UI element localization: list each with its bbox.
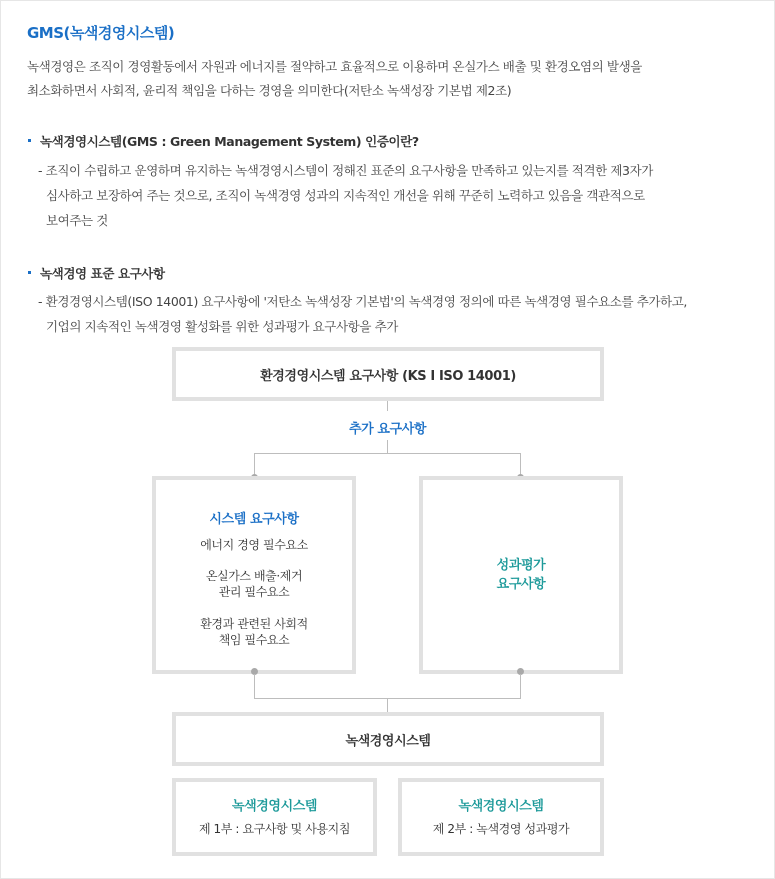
connector-line bbox=[387, 401, 388, 411]
page-title: GMS(녹색경영시스템) bbox=[27, 24, 175, 42]
connector-line bbox=[254, 453, 521, 454]
social-item-line-1: 환경과 관련된 사회적 bbox=[200, 617, 308, 631]
bullet-square-icon bbox=[28, 271, 31, 274]
intro-line-2: 최소화하면서 사회적, 윤리적 책임을 다하는 경영을 의미한다(저탄소 녹색성장 기본법 제2조) bbox=[27, 83, 512, 98]
connector-line bbox=[254, 453, 255, 475]
connector-line bbox=[254, 674, 255, 698]
iso14001-box bbox=[172, 347, 604, 401]
part2-title: 녹색경영시스템 bbox=[458, 799, 544, 814]
gms-box bbox=[172, 712, 604, 766]
part1-subtitle: 제 1부 : 요구사항 및 사용지침 bbox=[198, 822, 351, 836]
system-requirements-box bbox=[152, 476, 356, 674]
performance-requirements-box bbox=[419, 476, 623, 674]
part1-title: 녹색경영시스템 bbox=[231, 799, 318, 814]
part2-box bbox=[398, 778, 604, 856]
part2-subtitle: 제 2부 : 녹색경영 성과평가 bbox=[432, 822, 570, 836]
section2-line-1: - 환경경영시스템(ISO 14001) 요구사항에 '저탄소 녹색성장 기본법'의 녹색경영 정의에 따른 녹색경영 필수요소를 추가하고, bbox=[38, 294, 687, 309]
connector-line bbox=[520, 674, 521, 698]
section1-heading: 녹색경영시스템(GMS : Green Management System) 인증이란? bbox=[40, 134, 419, 149]
connector-line bbox=[520, 453, 521, 475]
intro-line-1: 녹색경영은 조직이 경영활동에서 자원과 에너지를 절약하고 효율적으로 이용하며 온실가스 배출 및 환경오염의 발생을 bbox=[27, 59, 642, 74]
performance-line-1: 성과평가 bbox=[496, 558, 546, 573]
iso14001-box-label: 환경경영시스템 요구사항 (KS I ISO 14001) bbox=[260, 368, 516, 384]
added-requirements-label: 추가 요구사항 bbox=[348, 422, 427, 437]
ghg-item-line-1: 온실가스 배출·제거 bbox=[205, 569, 303, 583]
section1-line-3: 보여주는 것 bbox=[46, 213, 108, 228]
ghg-item-line-2: 관리 필수요소 bbox=[218, 585, 290, 599]
gms-box-label: 녹색경영시스템 bbox=[345, 733, 431, 749]
connector-line bbox=[387, 440, 388, 453]
social-item-line-2: 책임 필수요소 bbox=[218, 633, 290, 647]
bullet-square-icon bbox=[28, 139, 31, 142]
section2-heading: 녹색경영 표준 요구사항 bbox=[40, 266, 165, 281]
section1-line-1: - 조직이 수립하고 운영하며 유지하는 녹색경영시스템이 정해진 표준의 요구사항을 만족하고 있는지를 적격한 제3자가 bbox=[38, 163, 653, 178]
energy-item: 에너지 경영 필수요소 bbox=[200, 538, 308, 552]
connector-line bbox=[387, 698, 388, 712]
system-requirements-title: 시스템 요구사항 bbox=[209, 512, 299, 527]
performance-line-2: 요구사항 bbox=[496, 577, 546, 592]
section1-line-2: 심사하고 보장하여 주는 것으로, 조직이 녹색경영 성과의 지속적인 개선을 위해 꾸준히 노력하고 있음을 객관적으로 bbox=[46, 188, 645, 203]
section2-line-2: 기업의 지속적인 녹색경영 활성화를 위한 성과평가 요구사항을 추가 bbox=[46, 319, 398, 334]
part1-box bbox=[172, 778, 377, 856]
